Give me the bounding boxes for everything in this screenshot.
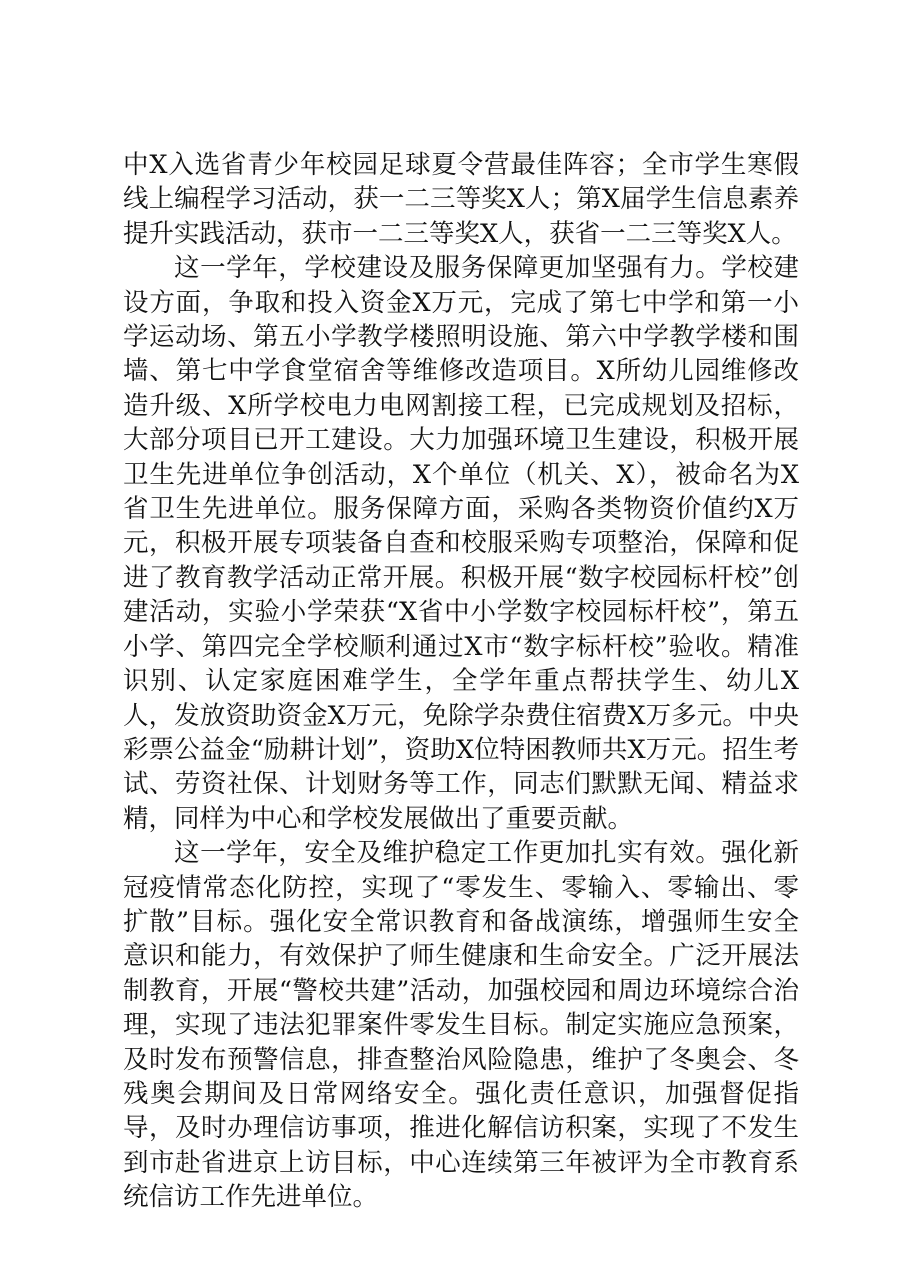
paragraph-school-construction: 这一学年，学校建设及服务保障更加坚强有力。学校建设方面，争取和投入资金X万元，完成了第七中学和第一小学运动场、第五小学教学楼照明设施、第六中学教学楼和围墙、第七中学食堂宿舍等维修改造项目。X所幼儿园维修改造升级、X所学校电力电网割接工程，已完成规划及招标，大部分项目已开工建设。大力加强环境卫生建设，积极开展卫生先进单位争创活动，X个单位（机关、X），被命名为X省卫生先进单位。服务保障方面，采购各类物资价值约X万元，积极开展专项装备自查和校服采购专项整治，保障和促进了教育教学活动正常开展。积极开展“数字校园标杆校”创建活动，实验小学荣获“X省中小学数字校园标杆校”，第五小学、第四完全学校顺利通过X市“数字标杆校”验收。精准识别、认定家庭困难学生，全学年重点帮扶学生、幼儿X人，发放资助资金X万元，免除学杂费住宿费X万多元。中央彩票公益金“励耕计划”，资助X位特困教师共X万元。招生考试、劳资社保、计划财务等工作，同志们默默无闻、精益求精，同样为中心和学校发展做出了重要贡献。 [123, 253, 799, 834]
paragraph-safety-stability: 这一学年，安全及维护稳定工作更加扎实有效。强化新冠疫情常态化防控，实现了“零发生、零输入、零输出、零扩散”目标。强化安全常识教育和备战演练，增强师生安全意识和能力，有效保护了师生健康和生命安全。广泛开展法制教育，开展“警校共建”活动，加强校园和周边环境综合治理，实现了违法犯罪案件零发生目标。制定实施应急预案，及时发布预警信息，排查整治风险隐患，维护了冬奥会、冬残奥会期间及日常网络安全。强化责任意识，加强督促指导，及时办理信访事项，推进化解信访积案，实现了不发生到市赴省进京上访目标，中心连续第三年被评为全市教育系统信访工作先进单位。 [123, 838, 799, 1213]
body-text [123, 148, 799, 1215]
paragraph-continuation: 中X入选省青少年校园足球夏令营最佳阵容；全市学生寒假线上编程学习活动，获一二三等奖X人；第X届学生信息素养提升实践活动，获市一二三等奖X人，获省一二三等奖X人。 [123, 150, 799, 249]
